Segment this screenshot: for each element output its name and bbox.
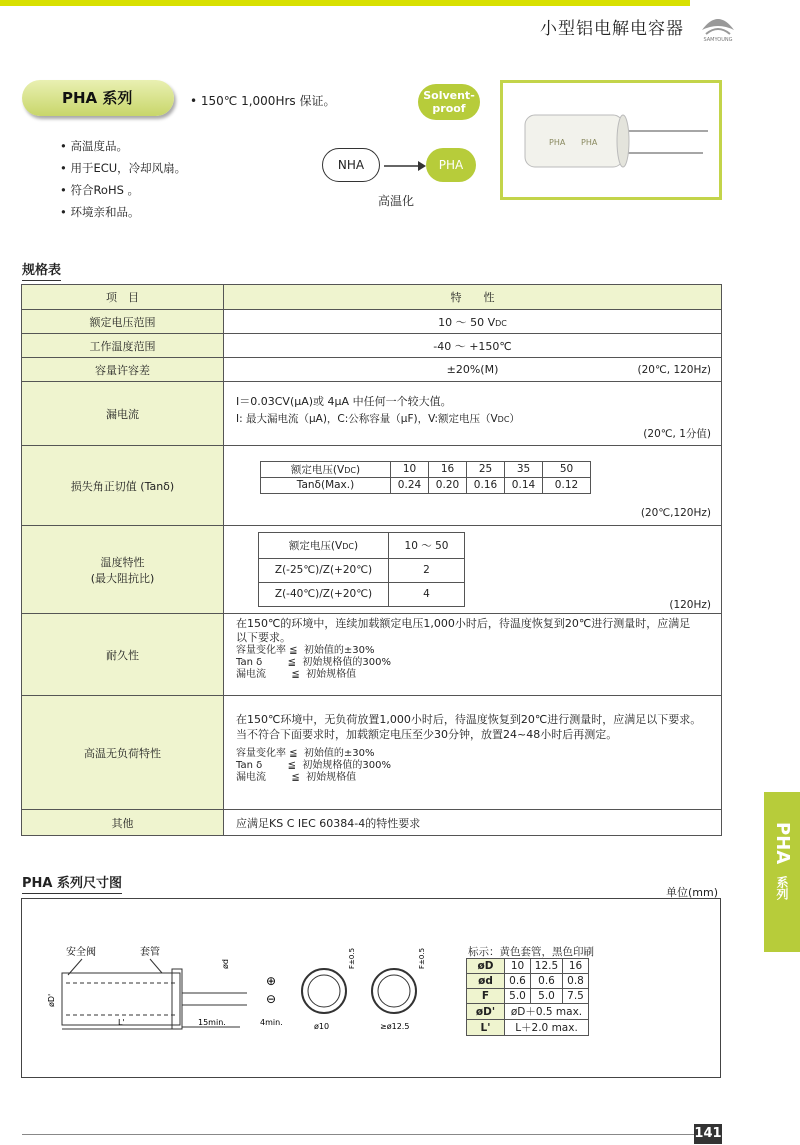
table-row xyxy=(22,614,722,696)
product-photo xyxy=(500,80,722,200)
row-value: 10 ～ 50 VDC xyxy=(224,310,722,334)
tc-header-label: 额定电压(VDC) xyxy=(259,532,389,558)
row-label: 高温无负荷特性 xyxy=(22,696,224,810)
row-label: 漏电流 xyxy=(22,382,224,446)
table-row xyxy=(22,358,722,382)
dim-value: 12.5 xyxy=(531,959,563,974)
dim-value: 0.8 xyxy=(563,974,589,989)
samyoung-logo-icon xyxy=(696,8,740,42)
dim-value: 7.5 xyxy=(563,989,589,1004)
page-number: 141 xyxy=(694,1124,722,1144)
dim-value: 5.0 xyxy=(505,989,531,1004)
tan-value: 0.20 xyxy=(429,477,467,493)
col-item-header: 项 目 xyxy=(22,285,224,310)
table-row xyxy=(22,810,722,836)
tan-voltage: 10 xyxy=(391,461,429,477)
dimension-box xyxy=(21,898,721,1078)
marking-caption: 标示：黄色套管，黑色印刷 xyxy=(468,946,594,958)
capacitor-print: PHA xyxy=(581,138,598,147)
dimension-drawing xyxy=(22,899,462,1077)
table-row xyxy=(22,310,722,334)
dim-value: 0.6 xyxy=(531,974,563,989)
dim-value: øD＋0.5 max. xyxy=(505,1004,589,1020)
tan-row-label: Tanδ(Max.) xyxy=(261,477,391,493)
logo-text: SAMYOUNG xyxy=(703,37,733,42)
condition-note: (20℃,120Hz) xyxy=(640,506,711,519)
tan-voltage: 16 xyxy=(429,461,467,477)
tan-value: 0.16 xyxy=(467,477,505,493)
table-row xyxy=(22,382,722,446)
capacitor-print: PHA xyxy=(549,138,566,147)
row-value xyxy=(224,382,722,446)
tc-row-label: Z(-40℃)/Z(+20℃) xyxy=(259,582,389,606)
leak-legend: I: 最大漏电流（μA)，C:公称容量（μF)，V:额定电压（VDC） xyxy=(236,412,520,425)
brand-title: 小型铝电解电容器 xyxy=(540,19,684,39)
dim-key: F xyxy=(467,989,505,1004)
solvent-proof-badge xyxy=(418,84,480,120)
side-tab-series: PHA xyxy=(772,822,793,865)
row-label: 耐久性 xyxy=(22,614,224,696)
temp-char-table xyxy=(258,532,465,607)
sleeve-label: 套管 xyxy=(140,947,160,958)
tc-value: 4 xyxy=(389,582,465,606)
table-row xyxy=(22,526,722,614)
nha-bubble: NHA xyxy=(322,148,380,182)
footer-line xyxy=(22,1134,694,1135)
tc-row-label: Z(-25℃)/Z(+20℃) xyxy=(259,558,389,582)
table-row xyxy=(22,334,722,358)
f-label: F±0.5 xyxy=(418,947,426,969)
tc-voltage-range: 10 ～ 50 xyxy=(389,532,465,558)
feature-item: • 环境亲和品。 xyxy=(60,205,140,219)
dim-value: 16 xyxy=(563,959,589,974)
diagram-caption: 高温化 xyxy=(378,194,415,208)
col-char-header: 特 性 xyxy=(224,285,722,310)
tan-voltage: 50 xyxy=(543,461,591,477)
tan-voltage: 35 xyxy=(505,461,543,477)
condition-note: (20℃, 1分值) xyxy=(643,427,711,440)
row-value: 应满足KS C IEC 60384-4的特性要求 xyxy=(224,810,722,836)
feature-item: • 用于ECU，冷却风扇。 xyxy=(60,161,187,175)
vent-label: 安全阀 xyxy=(66,947,96,958)
pha-bubble: PHA xyxy=(426,148,476,182)
row-value: ±20%(M) (20℃, 120Hz) xyxy=(224,358,722,382)
row-label: 容量许容差 xyxy=(22,358,224,382)
headline-note: • 150℃ 1,000Hrs 保证。 xyxy=(190,94,336,108)
unit-label: 单位(mm) xyxy=(666,886,719,899)
table-row xyxy=(22,696,722,810)
leak-formula: I＝0.03CV(μA)或 4μA 中任何一个较大值。 xyxy=(236,394,452,408)
tan-header-label: 额定电压(VDC) xyxy=(261,461,391,477)
top-accent-bar xyxy=(0,0,690,6)
tan-value: 0.12 xyxy=(543,477,591,493)
dim-key: ød xyxy=(467,974,505,989)
spec-header-row xyxy=(22,285,722,310)
row-value xyxy=(224,446,722,526)
dim-key: øD xyxy=(467,959,505,974)
row-label: 损失角正切值 (Tanδ) xyxy=(22,446,224,526)
side-tab-suffix: 系列 xyxy=(775,876,789,900)
dim-key: øD' xyxy=(467,1004,505,1020)
minus-icon: ⊖ xyxy=(266,992,277,1006)
row-value: 在150℃环境中，无负荷放置1,000小时后，待温度恢复到20℃进行测量时，应满足以下要求。 当不符合下面要求时，加载额定电压至少30分钟，放置24~48小时后再测定。 容量变化率 ≦ 初始值的±30% Tan δ ≦ 初始规格值的300% 漏电流 ≦ 初始规格值 xyxy=(224,696,722,810)
spec-table xyxy=(21,284,722,836)
arrow-right-icon xyxy=(382,160,426,172)
condition-note: (120Hz) xyxy=(669,598,711,611)
condition-note: (20℃, 120Hz) xyxy=(637,363,711,376)
dimension-table xyxy=(466,958,589,1036)
plus-icon: ⊕ xyxy=(266,974,277,988)
row-value: -40 ～ +150℃ xyxy=(224,334,722,358)
dim-key: L' xyxy=(467,1020,505,1036)
row-value: 在150℃的环境中，连续加载额定电压1,000小时后，待温度恢复到20℃进行测量时，应满足 以下要求。 容量变化率 ≦ 初始值的±30% Tan δ ≦ 初始规格值的300% 漏电流 ≦ 初始规格值 xyxy=(224,614,722,696)
series-side-tab xyxy=(764,792,800,952)
tan-voltage: 25 xyxy=(467,461,505,477)
feature-item: • 高温度品。 xyxy=(60,139,128,153)
dim-value: 0.6 xyxy=(505,974,531,989)
tan-table xyxy=(260,461,591,494)
tan-value: 0.14 xyxy=(505,477,543,493)
f-label: F±0.5 xyxy=(348,947,356,969)
row-label: 其他 xyxy=(22,810,224,836)
dim-value: L＋2.0 max. xyxy=(505,1020,589,1036)
solvent-line1: Solvent- xyxy=(423,89,475,102)
l-label: L' xyxy=(118,1018,125,1027)
spec-section-title: 规格表 xyxy=(22,259,61,281)
row-label: 温度特性 (最大阻抗比) xyxy=(22,526,224,614)
feature-item: • 符合RoHS 。 xyxy=(60,183,140,197)
d125-label: ≥ø12.5 xyxy=(380,1022,410,1031)
dimension-section-title: PHA 系列尺寸图 xyxy=(22,872,122,894)
row-label: 额定电压范围 xyxy=(22,310,224,334)
d-small-label: ød xyxy=(221,959,230,969)
solvent-line2: proof xyxy=(432,102,466,115)
dim-value: 10 xyxy=(505,959,531,974)
series-title-pill: PHA 系列 xyxy=(22,80,174,116)
d10-label: ø10 xyxy=(314,1022,330,1031)
min4-label: 4min. xyxy=(260,1018,283,1027)
tan-value: 0.24 xyxy=(391,477,429,493)
dim-value: 5.0 xyxy=(531,989,563,1004)
d-big-label: øD' xyxy=(47,993,56,1007)
row-value xyxy=(224,526,722,614)
capacitor-image xyxy=(503,83,719,197)
min15-label: 15min. xyxy=(198,1018,226,1027)
row-label: 工作温度范围 xyxy=(22,334,224,358)
table-row xyxy=(22,446,722,526)
tc-value: 2 xyxy=(389,558,465,582)
